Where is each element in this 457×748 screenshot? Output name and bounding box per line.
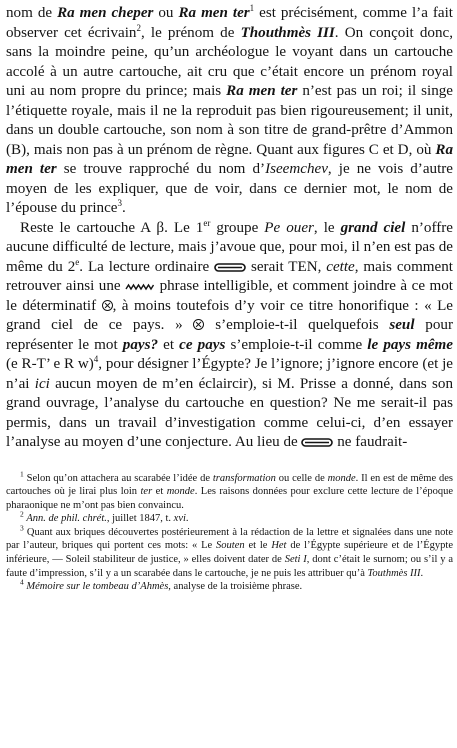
footnote-3: $^3$ Quant aux briques découvertes postérieurement à la rédaction de la lettre et signalées dans une note par l’auteur, briques qui portent ces mots: « Le Souten et le Het de l’Égypte supérieure et de l’Égypte inférieure, — Soleil stabiliteur de justice, » elles doivent dater de Seti I, dont c’était le surnom; ou s’il y a faute d’impression, s’il y a un scarabée dans le cartouche, je ne puis les attribuer qu’à Touthmès III.: [6, 523, 454, 579]
emphasis-bold-italic: Ra men ter: [6, 141, 453, 177]
footnote-marker: 3: [117, 197, 122, 208]
emphasis-bold-italic: pays?: [122, 336, 158, 353]
emphasis-italic: monde: [327, 472, 356, 484]
footnote-4: $^4$ Mémoire sur le tombeau d’Ahmès, analyse de la troisième phrase.: [20, 577, 303, 593]
ten-hieroglyph-icon: [301, 438, 333, 447]
paragraph-1: nom de Ra men cheper ou Ra men ter$^1$ est précisément, comme l’a fait observer cet écrivain$^2$, le prénom de Thouthmès III. On conçoit donc, sans la moindre peine, qu’un archéologue le voyant dans un cartouche accolé à un autre cartouche, ait cru que c’était encore un prénom royal uni au nom propre du prince; mais Ra men ter n’est pas un roi; il singe l’étiquette royale, mais il ne la reproduit pas bien rigoureusement; il unit, dans un double cartouche, son nom à son titre de grand-prêtre d’Ammon (B), mais non pas à un prénom de règne. Quant aux figures C et D, où Ra men ter se trouve rapproché du nom d’Iseemchev, je ne vois d’autre moyen de les expliquer, que de voir, dans ce dernier mot, le nom de l’épouse du prince$^3$.: [6, 2, 454, 216]
footnote-marker: 3: [20, 523, 24, 533]
emphasis-bold-italic: le pays même: [367, 336, 453, 353]
emphasis-italic: Iseemchev: [265, 161, 328, 177]
emphasis-bold-italic: Thouthmès III: [240, 24, 335, 41]
footnote-marker: er: [203, 217, 211, 228]
emphasis-italic: Ann. de phil. chrét.: [26, 513, 107, 525]
emphasis-italic: transformation: [212, 472, 276, 484]
ten-hieroglyph-icon: [214, 263, 246, 272]
footnote-marker: e: [75, 256, 80, 267]
emphasis-italic: ter: [140, 486, 153, 498]
footnote-2: $^2$ Ann. de phil. chrét., juillet 1847, t. xvi.: [20, 509, 189, 525]
circle-cross-glyph-icon: [102, 300, 113, 311]
emphasis-bold-italic: Ra men cheper: [57, 5, 154, 21]
emphasis-italic: ici: [34, 375, 50, 392]
emphasis-italic: cette: [326, 258, 355, 275]
emphasis-bold-italic: seul: [389, 317, 415, 333]
emphasis-italic: xvi: [173, 513, 186, 525]
emphasis-italic: Pe ouer: [264, 219, 314, 236]
emphasis-italic: monde: [166, 486, 195, 498]
main-text: [6, 4, 453, 453]
emphasis-italic: Touthmès III: [367, 567, 421, 579]
footnotes: [6, 469, 454, 594]
footnote-marker: 2: [20, 509, 24, 519]
water-hieroglyph-icon: [125, 283, 155, 291]
emphasis-bold-italic: Ra men ter: [226, 83, 298, 99]
emphasis-bold-italic: grand ciel: [340, 219, 406, 236]
footnote-marker: 1: [249, 2, 255, 13]
emphasis-italic: Het: [271, 540, 287, 552]
footnote-marker: 2: [136, 22, 141, 33]
footnote-1: $^1$ Selon qu’on attachera au scarabée l’idée de transformation ou celle de monde. Il en est de même des cartouches où je lirai plus loin ter et monde. Les raisons données pour exclure cette lecture de l’époque pharaonique ne m’ont pas bien convaincu.: [6, 469, 454, 511]
paragraph-2: Reste le cartouche A β. Le 1er groupe Pe ouer, le grand ciel n’offre aucune difficulté de lecture, mais j’avoue que, pour moi, il n’en est pas de même du 2e. La lecture ordinaire serait TEN, cette, mais comment retrouver ainsi une phrase intelligible, et comment joindre à ce mot le déterminatif , à moins toutefois d’y voir ce titre honorifique : « Le grand ciel de ce pays. » s’emploie-t-il quelquefois seul pour représenter le mot pays? et ce pays s’emploie-t-il comme le pays même (e R-T’ e R w)$^4$, pour désigner l’Égypte? Je l’ignore; j’ignore encore (et je n’ai ici aucun moyen de m’en éclaircir), si M. Prisse a donné, dans son grand ouvrage, l’analyse du cartouche en question? Ne me serait-il pas permis, dans un travail d’investigation comme celui-ci, d’en essayer l’analyse au moyen d’une conjecture. Au lieu de ne faudrait-: [6, 217, 454, 450]
footnote-marker: 1: [20, 469, 24, 478]
emphasis-bold-italic: ce pays: [179, 336, 226, 353]
circle-cross-glyph-icon: [193, 319, 204, 330]
emphasis-italic: Seti I: [284, 554, 307, 566]
emphasis-bold-italic: Ra men ter: [178, 5, 250, 21]
footnote-marker: 4: [93, 353, 99, 364]
emphasis-italic: Mémoire sur le tombeau d’Ahmès: [26, 581, 169, 593]
footnote-marker: 4: [20, 577, 24, 587]
emphasis-italic: Souten: [216, 540, 245, 552]
